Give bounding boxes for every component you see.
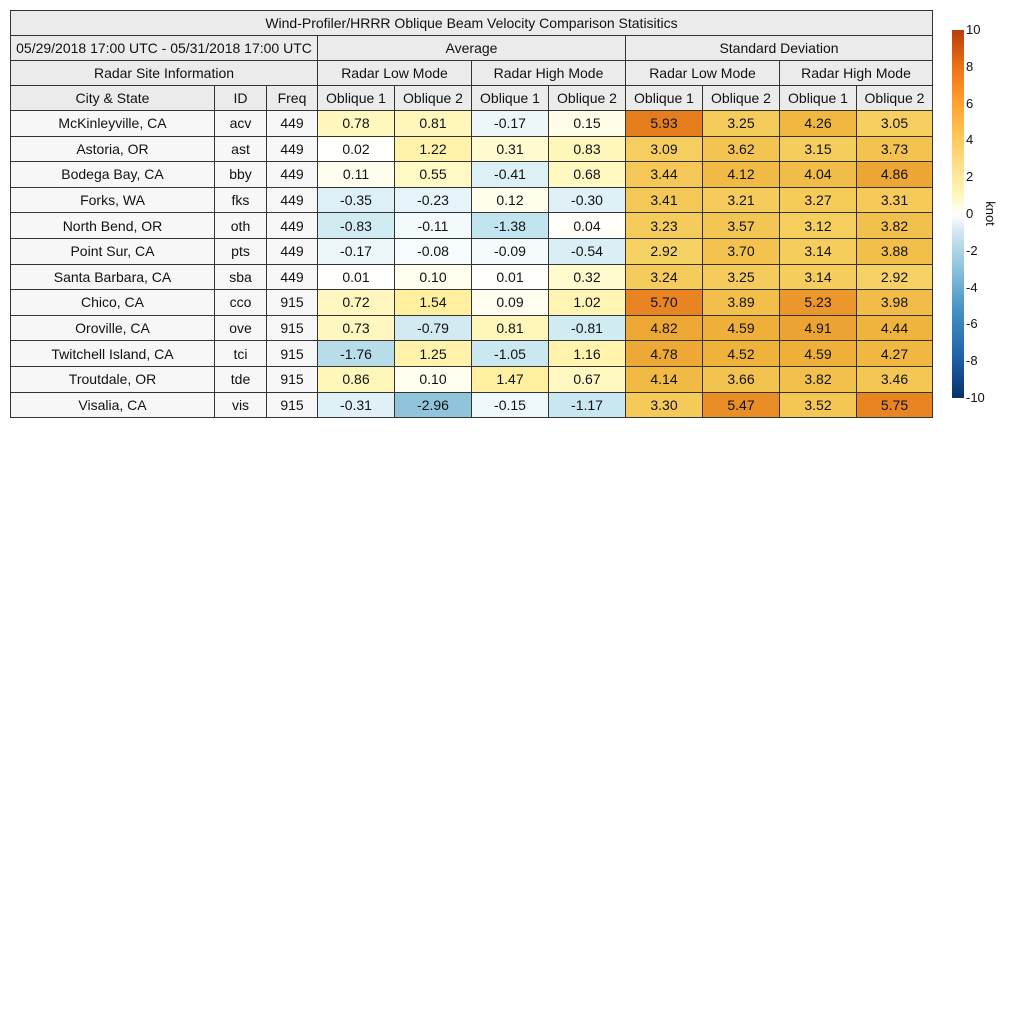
id-cell: fks: [215, 187, 267, 213]
table-row: [11, 187, 933, 213]
value-cell: 3.57: [703, 213, 780, 239]
column-header: Oblique 2: [549, 86, 626, 111]
value-cell: 0.55: [395, 162, 472, 188]
value-cell: 5.47: [703, 392, 780, 418]
value-cell: 0.10: [395, 366, 472, 392]
freq-cell: 915: [267, 392, 318, 418]
value-cell: -0.41: [472, 162, 549, 188]
colorbar-tick-label: -2: [966, 242, 978, 258]
value-cell: 3.62: [703, 136, 780, 162]
id-cell: vis: [215, 392, 267, 418]
value-cell: 4.04: [780, 162, 857, 188]
value-cell: 3.25: [703, 264, 780, 290]
freq-cell: 915: [267, 366, 318, 392]
colorbar-tick-label: 2: [966, 169, 974, 185]
value-cell: 3.21: [703, 187, 780, 213]
value-cell: -0.09: [472, 238, 549, 264]
column-header-row: [11, 86, 933, 111]
id-cell: oth: [215, 213, 267, 239]
column-header: City & State: [11, 86, 215, 111]
mode-header-std-low: Radar Low Mode: [626, 61, 780, 86]
freq-cell: 449: [267, 213, 318, 239]
value-cell: 3.82: [780, 366, 857, 392]
id-cell: ove: [215, 315, 267, 341]
value-cell: -0.15: [472, 392, 549, 418]
value-cell: 5.93: [626, 111, 703, 137]
id-cell: bby: [215, 162, 267, 188]
value-cell: 3.52: [780, 392, 857, 418]
group-header-std-dev: Standard Deviation: [626, 36, 933, 61]
value-cell: 3.44: [626, 162, 703, 188]
city-cell: North Bend, OR: [11, 213, 215, 239]
column-header: Oblique 1: [472, 86, 549, 111]
colorbar-tick-label: -6: [966, 316, 978, 332]
value-cell: -0.81: [549, 315, 626, 341]
value-cell: 3.15: [780, 136, 857, 162]
value-cell: 1.47: [472, 366, 549, 392]
value-cell: 3.66: [703, 366, 780, 392]
value-cell: 3.46: [857, 366, 933, 392]
value-cell: 4.86: [857, 162, 933, 188]
value-cell: 0.11: [318, 162, 395, 188]
value-cell: -0.83: [318, 213, 395, 239]
freq-cell: 449: [267, 264, 318, 290]
value-cell: 3.70: [703, 238, 780, 264]
value-cell: 0.81: [395, 111, 472, 137]
colorbar-unit-label: knot: [982, 201, 998, 226]
colorbar-tick-label: -10: [966, 390, 985, 405]
value-cell: 1.02: [549, 290, 626, 316]
city-cell: Santa Barbara, CA: [11, 264, 215, 290]
value-cell: 3.25: [703, 111, 780, 137]
value-cell: 4.12: [703, 162, 780, 188]
colorbar: [952, 30, 964, 398]
city-cell: Visalia, CA: [11, 392, 215, 418]
value-cell: 3.30: [626, 392, 703, 418]
table-row: [11, 213, 933, 239]
city-cell: Bodega Bay, CA: [11, 162, 215, 188]
city-cell: Twitchell Island, CA: [11, 341, 215, 367]
value-cell: -1.17: [549, 392, 626, 418]
value-cell: 2.92: [626, 238, 703, 264]
value-cell: 1.25: [395, 341, 472, 367]
colorbar-tick-label: 4: [966, 132, 974, 148]
value-cell: 4.78: [626, 341, 703, 367]
value-cell: 4.27: [857, 341, 933, 367]
value-cell: 3.14: [780, 264, 857, 290]
value-cell: 3.31: [857, 187, 933, 213]
value-cell: 3.23: [626, 213, 703, 239]
value-cell: 0.78: [318, 111, 395, 137]
value-cell: 0.81: [472, 315, 549, 341]
freq-cell: 915: [267, 290, 318, 316]
value-cell: 3.27: [780, 187, 857, 213]
value-cell: 0.01: [472, 264, 549, 290]
colorbar-tick-label: 8: [966, 58, 974, 74]
value-cell: 5.75: [857, 392, 933, 418]
column-header: Oblique 1: [626, 86, 703, 111]
id-cell: acv: [215, 111, 267, 137]
value-cell: 4.82: [626, 315, 703, 341]
value-cell: 2.92: [857, 264, 933, 290]
mode-header-avg-low: Radar Low Mode: [318, 61, 472, 86]
value-cell: 4.91: [780, 315, 857, 341]
value-cell: 5.23: [780, 290, 857, 316]
value-cell: 0.12: [472, 187, 549, 213]
value-cell: -1.05: [472, 341, 549, 367]
column-header: ID: [215, 86, 267, 111]
mode-header-std-high: Radar High Mode: [780, 61, 933, 86]
table-title: Wind-Profiler/HRRR Oblique Beam Velocity Comparison Statisitics: [11, 11, 933, 36]
value-cell: -0.54: [549, 238, 626, 264]
value-cell: 3.12: [780, 213, 857, 239]
city-cell: Oroville, CA: [11, 315, 215, 341]
value-cell: 3.05: [857, 111, 933, 137]
value-cell: 4.26: [780, 111, 857, 137]
value-cell: -1.38: [472, 213, 549, 239]
colorbar-tick-label: 6: [966, 95, 974, 111]
value-cell: -2.96: [395, 392, 472, 418]
value-cell: -0.31: [318, 392, 395, 418]
value-cell: 0.67: [549, 366, 626, 392]
column-header: Freq: [267, 86, 318, 111]
value-cell: 0.01: [318, 264, 395, 290]
value-cell: 4.44: [857, 315, 933, 341]
value-cell: 0.72: [318, 290, 395, 316]
value-cell: 4.14: [626, 366, 703, 392]
value-cell: 3.41: [626, 187, 703, 213]
freq-cell: 449: [267, 187, 318, 213]
freq-cell: 449: [267, 136, 318, 162]
value-cell: 3.14: [780, 238, 857, 264]
colorbar-tick-label: 10: [966, 22, 981, 37]
value-cell: 4.52: [703, 341, 780, 367]
table-row: [11, 136, 933, 162]
value-cell: -0.17: [472, 111, 549, 137]
value-cell: -0.30: [549, 187, 626, 213]
city-cell: Point Sur, CA: [11, 238, 215, 264]
value-cell: -0.23: [395, 187, 472, 213]
table-row: [11, 366, 933, 392]
value-cell: -0.35: [318, 187, 395, 213]
table-row: [11, 162, 933, 188]
value-cell: -0.11: [395, 213, 472, 239]
value-cell: -1.76: [318, 341, 395, 367]
value-cell: 0.10: [395, 264, 472, 290]
column-header: Oblique 1: [780, 86, 857, 111]
id-cell: sba: [215, 264, 267, 290]
value-cell: 3.82: [857, 213, 933, 239]
value-cell: 0.73: [318, 315, 395, 341]
table-row: [11, 111, 933, 137]
value-cell: 0.09: [472, 290, 549, 316]
column-header: Oblique 1: [318, 86, 395, 111]
table-row: [11, 341, 933, 367]
table-row: [11, 290, 933, 316]
value-cell: -0.17: [318, 238, 395, 264]
value-cell: 0.83: [549, 136, 626, 162]
value-cell: 0.31: [472, 136, 549, 162]
table-row: [11, 264, 933, 290]
freq-cell: 449: [267, 162, 318, 188]
value-cell: 3.89: [703, 290, 780, 316]
value-cell: -0.08: [395, 238, 472, 264]
table-row: [11, 315, 933, 341]
city-cell: Chico, CA: [11, 290, 215, 316]
value-cell: 3.73: [857, 136, 933, 162]
id-cell: ast: [215, 136, 267, 162]
value-cell: 5.70: [626, 290, 703, 316]
city-cell: Astoria, OR: [11, 136, 215, 162]
freq-cell: 449: [267, 111, 318, 137]
freq-cell: 915: [267, 341, 318, 367]
value-cell: 1.16: [549, 341, 626, 367]
value-cell: 0.15: [549, 111, 626, 137]
id-cell: tde: [215, 366, 267, 392]
city-cell: Troutdale, OR: [11, 366, 215, 392]
value-cell: 0.86: [318, 366, 395, 392]
colorbar-tick-label: -8: [966, 353, 978, 369]
freq-cell: 915: [267, 315, 318, 341]
value-cell: 1.54: [395, 290, 472, 316]
table-row: [11, 238, 933, 264]
city-cell: McKinleyville, CA: [11, 111, 215, 137]
column-header: Oblique 2: [857, 86, 933, 111]
id-cell: tci: [215, 341, 267, 367]
statistics-table: [10, 10, 933, 418]
id-cell: pts: [215, 238, 267, 264]
freq-cell: 449: [267, 238, 318, 264]
period-label: 05/29/2018 17:00 UTC - 05/31/2018 17:00 UTC: [11, 36, 318, 61]
value-cell: 0.02: [318, 136, 395, 162]
mode-header-avg-high: Radar High Mode: [472, 61, 626, 86]
colorbar-tick-label: 0: [966, 206, 974, 221]
value-cell: 1.22: [395, 136, 472, 162]
value-cell: 3.88: [857, 238, 933, 264]
column-header: Oblique 2: [395, 86, 472, 111]
value-cell: -0.79: [395, 315, 472, 341]
value-cell: 0.68: [549, 162, 626, 188]
value-cell: 3.98: [857, 290, 933, 316]
value-cell: 0.32: [549, 264, 626, 290]
table-row: [11, 392, 933, 418]
value-cell: 3.09: [626, 136, 703, 162]
group-header-average: Average: [318, 36, 626, 61]
site-info-header: Radar Site Information: [11, 61, 318, 86]
value-cell: 4.59: [703, 315, 780, 341]
value-cell: 0.04: [549, 213, 626, 239]
id-cell: cco: [215, 290, 267, 316]
value-cell: 4.59: [780, 341, 857, 367]
value-cell: 3.24: [626, 264, 703, 290]
colorbar-tick-label: -4: [966, 279, 978, 295]
city-cell: Forks, WA: [11, 187, 215, 213]
column-header: Oblique 2: [703, 86, 780, 111]
